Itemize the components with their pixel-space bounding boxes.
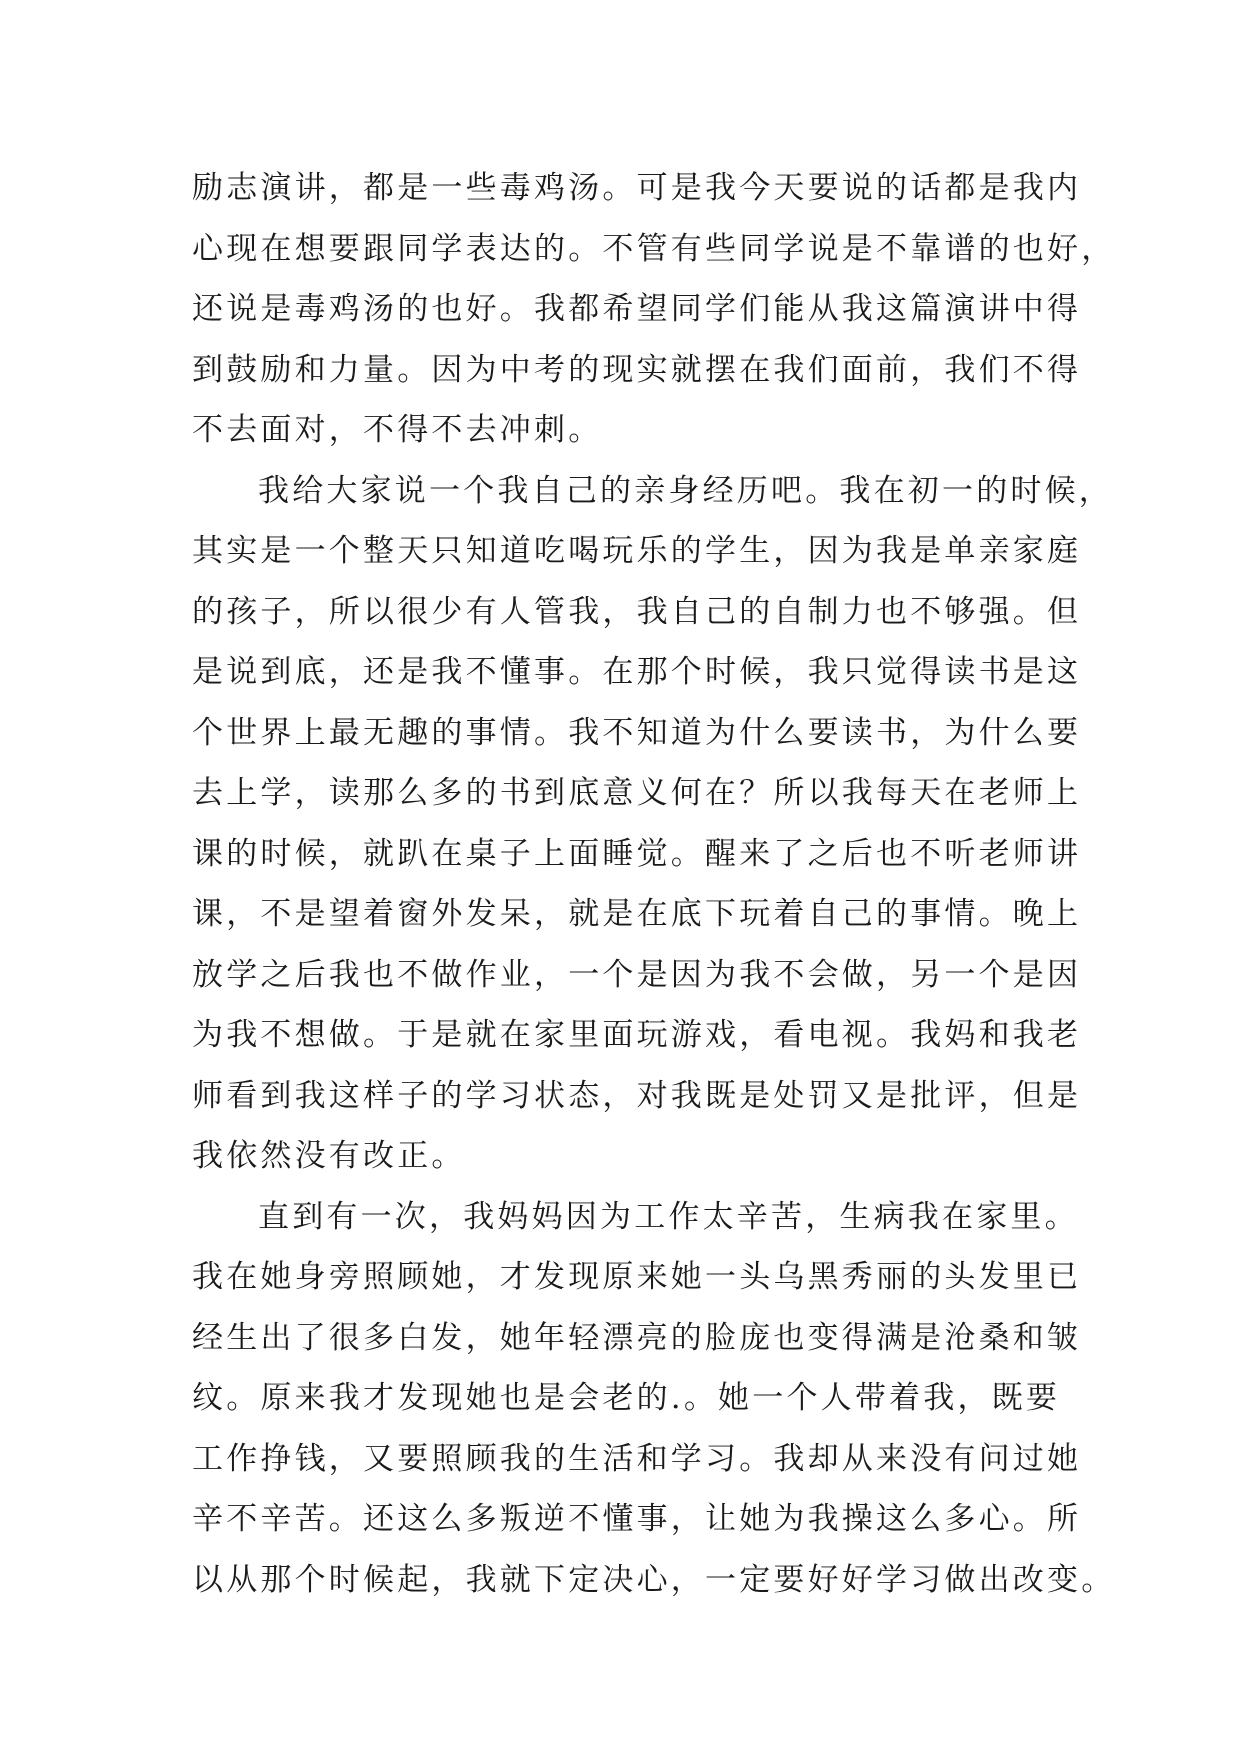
text-line: 以从那个时候起，我就下定决心，一定要好好学习做出改变。 [192,1561,1116,1598]
text-line: 个世界上最无趣的事情。我不知道为什么要读书，为什么要 [192,714,1082,751]
text-line: 辛不辛苦。还这么多叛逆不懂事，让她为我操这么多心。所 [192,1501,1082,1537]
text-line: 不去面对，不得不去冲刺。 [192,412,603,448]
text-line: 心现在想要跟同学表达的。不管有些同学说是不靠谱的也好， [192,230,1116,267]
text-line: 课，不是望着窗外发呆，就是在底下玩着自己的事情。晚上 [192,896,1082,932]
text-line: 是说到底，还是我不懂事。在那个时候，我只觉得读书是这 [192,654,1082,690]
body-text [192,158,1116,1610]
paragraph-start-line: 我给大家说一个我自己的亲身经历吧。我在初一的时候， [258,472,1113,509]
text-line: 师看到我这样子的学习状态，对我既是处罚又是批评，但是 [192,1077,1082,1114]
text-line: 去上学，读那么多的书到底意义何在？所以我每天在老师上 [192,775,1082,811]
paragraph-start-line: 直到有一次，我妈妈因为工作太辛苦，生病我在家里。 [258,1198,1079,1235]
text-line: 到鼓励和力量。因为中考的现实就摆在我们面前，我们不得 [192,351,1082,388]
text-line: 经生出了很多白发，她年轻漂亮的脸庞也变得满是沧桑和皱 [192,1319,1082,1356]
text-line: 工作挣钱，又要照顾我的生活和学习。我却从来没有问过她 [192,1440,1082,1477]
text-line: 课的时候，就趴在桌子上面睡觉。醒来了之后也不听老师讲 [192,835,1082,872]
text-line: 还说是毒鸡汤的也好。我都希望同学们能从我这篇演讲中得 [192,291,1082,327]
text-line: 纹。原来我才发现她也是会老的.。她一个人带着我，既要 [192,1380,1061,1416]
text-line: 其实是一个整天只知道吃喝玩乐的学生，因为我是单亲家庭 [192,533,1082,569]
text-line: 我依然没有改正。 [192,1138,466,1174]
text-line: 励志演讲，都是一些毒鸡汤。可是我今天要说的话都是我内 [192,170,1082,206]
text-line: 的孩子，所以很少有人管我，我自己的自制力也不够强。但 [192,593,1082,630]
text-line: 放学之后我也不做作业，一个是因为我不会做，另一个是因 [192,956,1082,993]
text-line: 为我不想做。于是就在家里面玩游戏，看电视。我妈和我老 [192,1017,1082,1053]
text-line: 我在她身旁照顾她，才发现原来她一头乌黑秀丽的头发里已 [192,1259,1082,1295]
